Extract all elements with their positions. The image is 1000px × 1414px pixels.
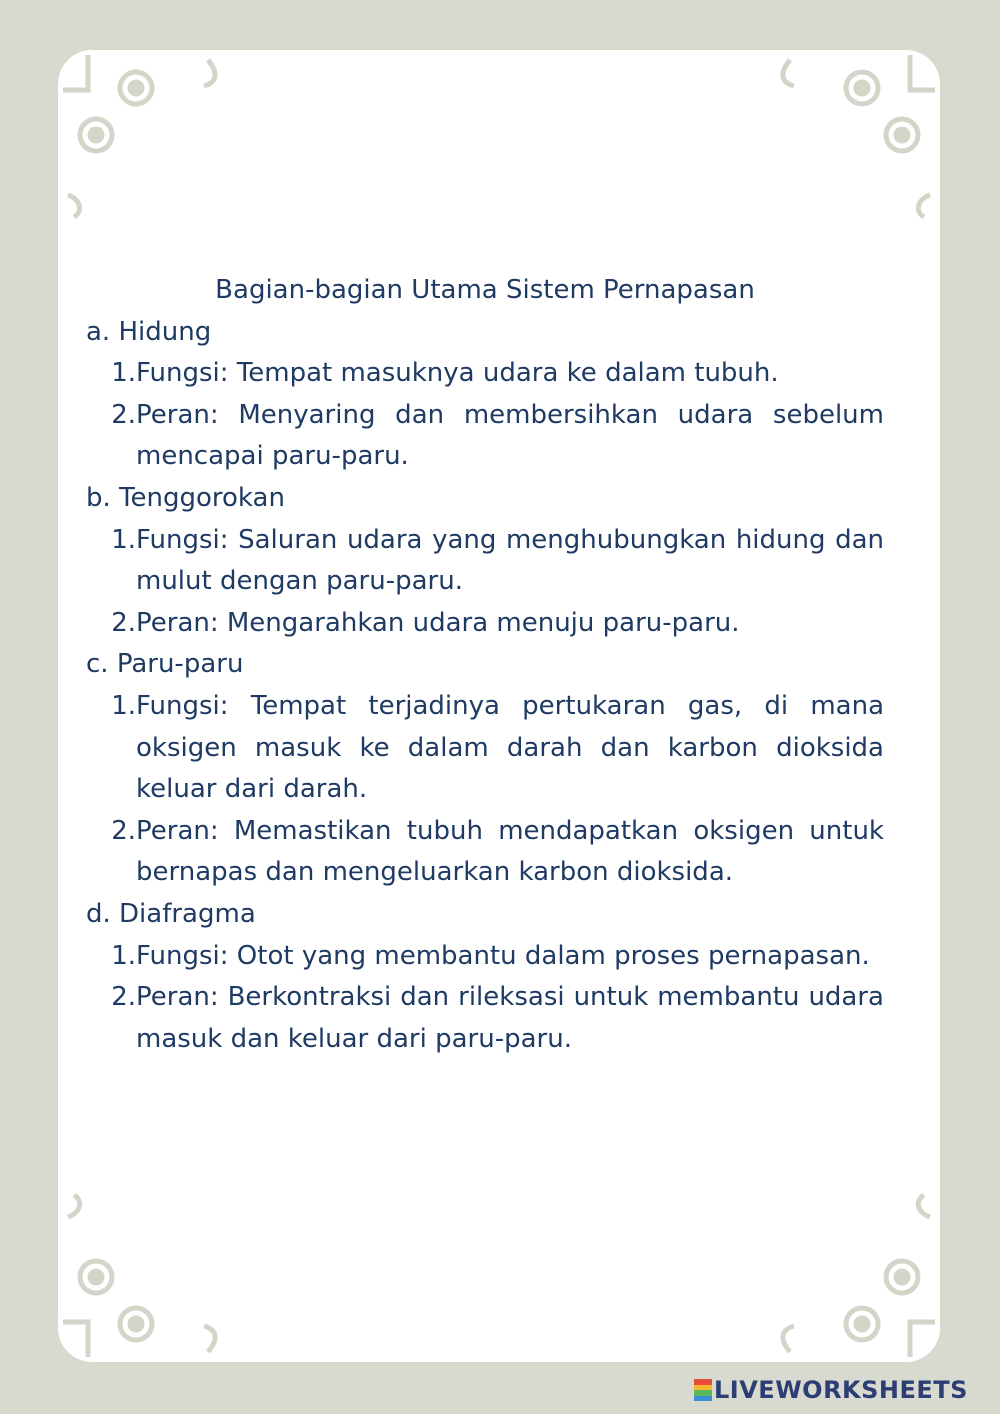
list-item [86, 977, 884, 1060]
list-item [86, 520, 884, 603]
item-text: Fungsi: Saluran udara yang menghubungkan hidung dan mulut dengan paru-paru. [136, 524, 884, 597]
section-tenggorokan [86, 478, 884, 644]
list-item [86, 353, 884, 395]
item-list [86, 353, 884, 478]
item-number: 1. [111, 358, 136, 389]
section-heading: c. Paru-paru [86, 649, 244, 680]
page-title: Bagian-bagian Utama Sistem Pernapasan [215, 275, 755, 305]
list-item [86, 811, 884, 894]
item-number: 2. [111, 399, 136, 430]
item-text: Fungsi: Otot yang membantu dalam proses pernapasan. [136, 940, 870, 971]
corner-ornament-top-right [740, 50, 940, 250]
item-number: 2. [111, 815, 136, 846]
corner-ornament-bottom-right [740, 1162, 940, 1362]
list-item [86, 686, 884, 811]
item-number: 1. [111, 940, 136, 971]
list-item [86, 936, 884, 978]
logo-text: LIVEWORKSHEETS [714, 1376, 968, 1404]
corner-ornament-bottom-left [58, 1162, 258, 1362]
item-text: Fungsi: Tempat masuknya udara ke dalam tubuh. [136, 358, 779, 389]
section-heading: b. Tenggorokan [86, 482, 285, 513]
section-diafragma [86, 894, 884, 1060]
item-text: Peran: Mengarahkan udara menuju paru-paru. [136, 607, 740, 638]
item-text: Peran: Memastikan tubuh mendapatkan oksigen untuk bernapas dan mengeluarkan karbon dioksida. [136, 815, 884, 888]
item-number: 2. [111, 982, 136, 1013]
item-list [86, 936, 884, 1061]
item-text: Peran: Berkontraksi dan rileksasi untuk membantu udara masuk dan keluar dari paru-paru. [136, 982, 884, 1054]
worksheet-card [58, 50, 940, 1362]
liveworksheets-logo[interactable] [694, 1376, 968, 1404]
section-heading: d. Diafragma [86, 898, 256, 929]
item-number: 1. [111, 524, 136, 555]
section-heading: a. Hidung [86, 316, 212, 347]
item-text: Peran: Menyaring dan membersihkan udara sebelum mencapai paru-paru. [136, 399, 884, 472]
item-list [86, 686, 884, 894]
corner-ornament-top-left [58, 50, 258, 250]
section-hidung [86, 312, 884, 478]
item-text: Fungsi: Tempat terjadinya pertukaran gas, di mana oksigen masuk ke dalam darah dan karbon dioksida keluar dari darah. [136, 690, 884, 805]
item-number: 2. [111, 607, 136, 638]
liveworksheets-logo-icon [694, 1379, 712, 1401]
item-number: 1. [111, 690, 136, 721]
item-list [86, 520, 884, 645]
section-paru-paru [86, 644, 884, 894]
list-item [86, 603, 884, 645]
list-item [86, 395, 884, 478]
worksheet-content [86, 270, 884, 1060]
